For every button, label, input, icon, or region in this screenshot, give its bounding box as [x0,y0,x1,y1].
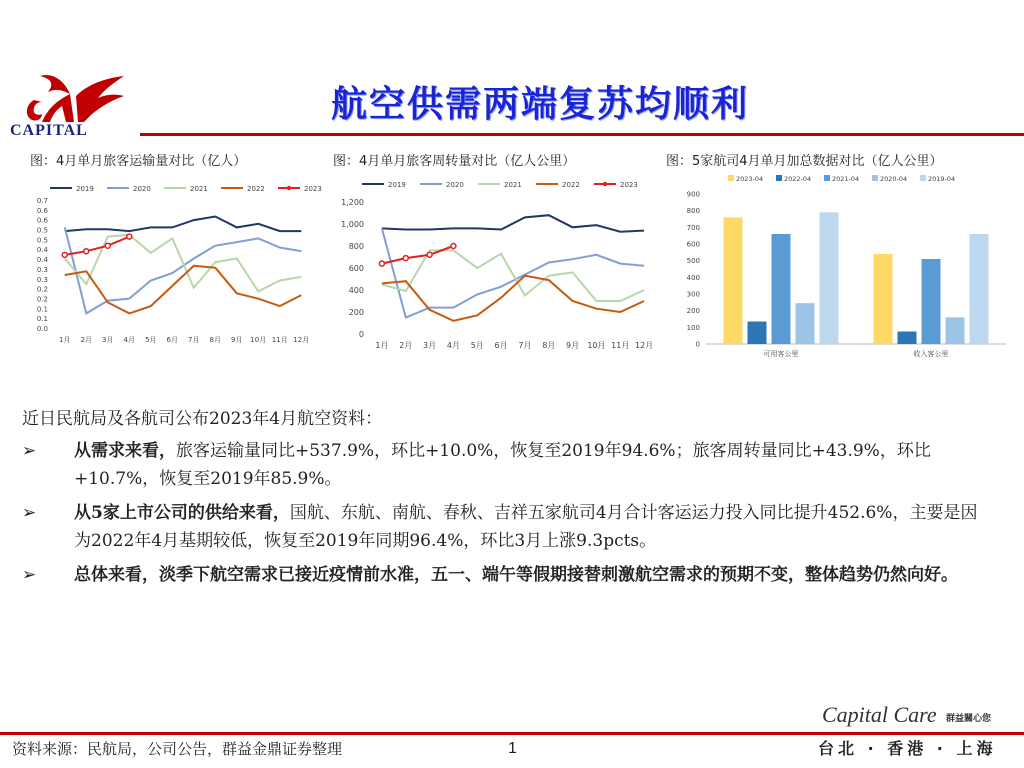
x-tick-label: 10月 [250,336,267,344]
source-note: 资料来源：民航局，公司公告，群益金鼎证券整理 [12,740,343,758]
bullet-arrow-icon: ➢ [22,503,37,523]
series-line-2019 [382,215,644,232]
y-tick-label: 900 [686,190,700,199]
legend-swatch [776,175,782,181]
legend-swatch [920,175,926,181]
legend-swatch [728,175,734,181]
y-tick-label: 0.1 [36,305,48,314]
series-line-2022 [382,276,644,321]
series-line-2023 [65,237,130,255]
legend-label: 2019-04 [928,175,956,183]
capital-care-tagline: 群益關心您 [946,714,992,724]
passenger-turnover-chart [330,176,660,356]
x-tick-label: 1月 [375,341,389,350]
y-tick-label: 100 [686,323,700,332]
bullet-lead: 从需求来看， [74,441,176,461]
bar-2021-04 [772,234,791,344]
x-tick-label: 4月 [123,336,135,344]
legend-label: 2022 [562,181,580,189]
legend-label: 2021-04 [832,175,860,183]
data-point [427,252,432,257]
x-tick-label: 2月 [399,341,413,350]
x-tick-label: 7月 [518,341,532,350]
legend-label: 2023-04 [736,175,764,183]
x-tick-label: 2月 [80,336,92,344]
bar-2021-04 [922,259,941,344]
y-tick-label: 0.7 [36,197,48,205]
bullet-text: 国航、东航、南航、春秋、吉祥五家航司4月合计客运运力投入同比提升452.6%，主要是因为2022年4月基期较低，恢复至2019年同期96.4%，环比3月上涨9.3pcts。 [74,503,978,551]
legend-marker [287,186,291,190]
bar-2023-04 [874,254,893,344]
y-tick-label: 0.6 [36,206,48,215]
x-tick-label: 收入客公里 [913,350,949,358]
legend-label: 2022 [247,185,265,193]
logo-text: CAPITAL [10,122,88,139]
bullet-overall [22,561,992,589]
figure-3-title: 图：5家航司4月单月加总数据对比（亿人公里） [666,154,943,169]
y-tick-label: 800 [348,242,364,251]
bullet-demand [22,437,992,493]
x-tick-label: 12月 [293,336,310,344]
x-tick-label: 9月 [566,341,580,350]
y-tick-label: 0.6 [36,216,48,225]
y-tick-label: 1,000 [341,220,364,229]
bar-2023-04 [724,217,743,344]
bar-2019-04 [820,212,839,344]
legend-label: 2019 [76,185,94,193]
bar-2022-04 [748,322,767,345]
x-tick-label: 12月 [634,341,654,350]
y-tick-label: 0 [695,340,700,349]
bullet-arrow-icon: ➢ [22,441,37,461]
x-tick-label: 5月 [145,336,157,344]
y-tick-label: 1,200 [341,198,364,207]
x-tick-label: 8月 [209,336,221,344]
x-tick-label: 8月 [542,341,556,350]
legend-label: 2020 [446,181,464,189]
office-cities: 台北 · 香港 · 上海 [818,739,997,758]
legend-label: 2022-04 [784,175,812,183]
series-line-2022 [65,266,301,314]
legend-label: 2023 [304,185,322,193]
intro-text: 近日民航局及各航司公布2023年4月航空资料： [22,409,383,429]
x-tick-label: 10月 [587,341,606,350]
x-tick-label: 9月 [231,336,243,344]
data-point [451,244,456,249]
y-tick-label: 0.1 [36,315,48,324]
x-tick-label: 可用客公里 [763,350,799,358]
data-point [403,256,408,261]
y-tick-label: 0.2 [36,295,48,304]
x-tick-label: 3月 [102,336,114,344]
y-tick-label: 700 [686,223,700,232]
y-tick-label: 200 [348,308,364,317]
legend-label: 2020-04 [880,175,908,183]
y-tick-label: 0 [358,330,364,339]
data-point [127,234,132,239]
series-line-2019 [65,217,301,232]
x-tick-label: 11月 [271,336,288,344]
y-tick-label: 400 [348,286,364,295]
legend-swatch [824,175,830,181]
legend-label: 2023 [620,181,638,189]
y-tick-label: 600 [348,264,364,273]
bullet-text: 旅客运输量同比+537.9%，环比+10.0%，恢复至2019年94.6%；旅客周转量同比+43.9%，环比+10.7%，恢复至2019年85.9%。 [74,441,931,489]
airline-bar-chart [676,172,1012,362]
capital-care-logo: Capital Care [822,702,937,727]
y-tick-label: 400 [686,273,700,282]
page-number: 1 [508,740,517,757]
y-tick-label: 500 [686,257,700,266]
x-tick-label: 11月 [611,341,630,350]
footer-divider [0,732,1024,735]
bullet-arrow-icon: ➢ [22,565,37,585]
y-tick-label: 600 [686,240,700,249]
bullet-lead: 总体来看，淡季下航空需求已接近疫情前水准，五一、端午等假期接替刺激航空需求的预期不变，整体趋势仍然向好。 [74,565,958,585]
page-title: 航空供需两端复苏均顺利 [330,83,749,125]
data-point [105,243,110,248]
series-line-2023 [382,246,454,264]
y-tick-label: 200 [686,307,700,316]
legend-label: 2020 [133,185,151,193]
figure-1-title: 图：4月单月旅客运输量对比（亿人） [30,154,247,169]
x-tick-label: 4月 [446,341,460,350]
legend-label: 2021 [190,185,208,193]
bar-2022-04 [898,332,917,345]
x-tick-label: 3月 [423,341,437,350]
data-point [84,249,89,254]
y-tick-label: 0.5 [36,236,48,245]
y-tick-label: 300 [686,290,700,299]
legend-label: 2021 [504,181,522,189]
x-tick-label: 5月 [470,341,484,350]
x-tick-label: 6月 [494,341,508,350]
data-point [379,261,384,266]
y-tick-label: 0.5 [36,226,48,235]
y-tick-label: 0.0 [36,325,48,333]
bullet-supply [22,499,992,555]
x-tick-label: 1月 [59,336,71,344]
y-tick-label: 0.2 [36,285,48,294]
bar-2020-04 [796,303,815,344]
y-tick-label: 0.3 [36,275,48,284]
figure-2-title: 图：4月单月旅客周转量对比（亿人公里） [333,154,576,169]
x-tick-label: 6月 [166,336,178,344]
data-point [62,252,67,257]
title-divider [140,133,1024,136]
body-text [22,405,992,595]
bullet-lead: 从5家上市公司的供给来看， [74,503,290,523]
legend-swatch [872,175,878,181]
legend-label: 2019 [388,181,406,189]
y-tick-label: 0.4 [36,246,48,255]
bar-2019-04 [970,234,989,344]
y-tick-label: 0.4 [36,256,48,265]
passenger-volume-chart [14,178,322,348]
bar-2020-04 [946,317,965,344]
x-tick-label: 7月 [188,336,200,344]
series-line-2021 [65,235,301,292]
legend-marker [603,182,607,186]
y-tick-label: 800 [686,207,700,216]
y-tick-label: 0.3 [36,265,48,274]
